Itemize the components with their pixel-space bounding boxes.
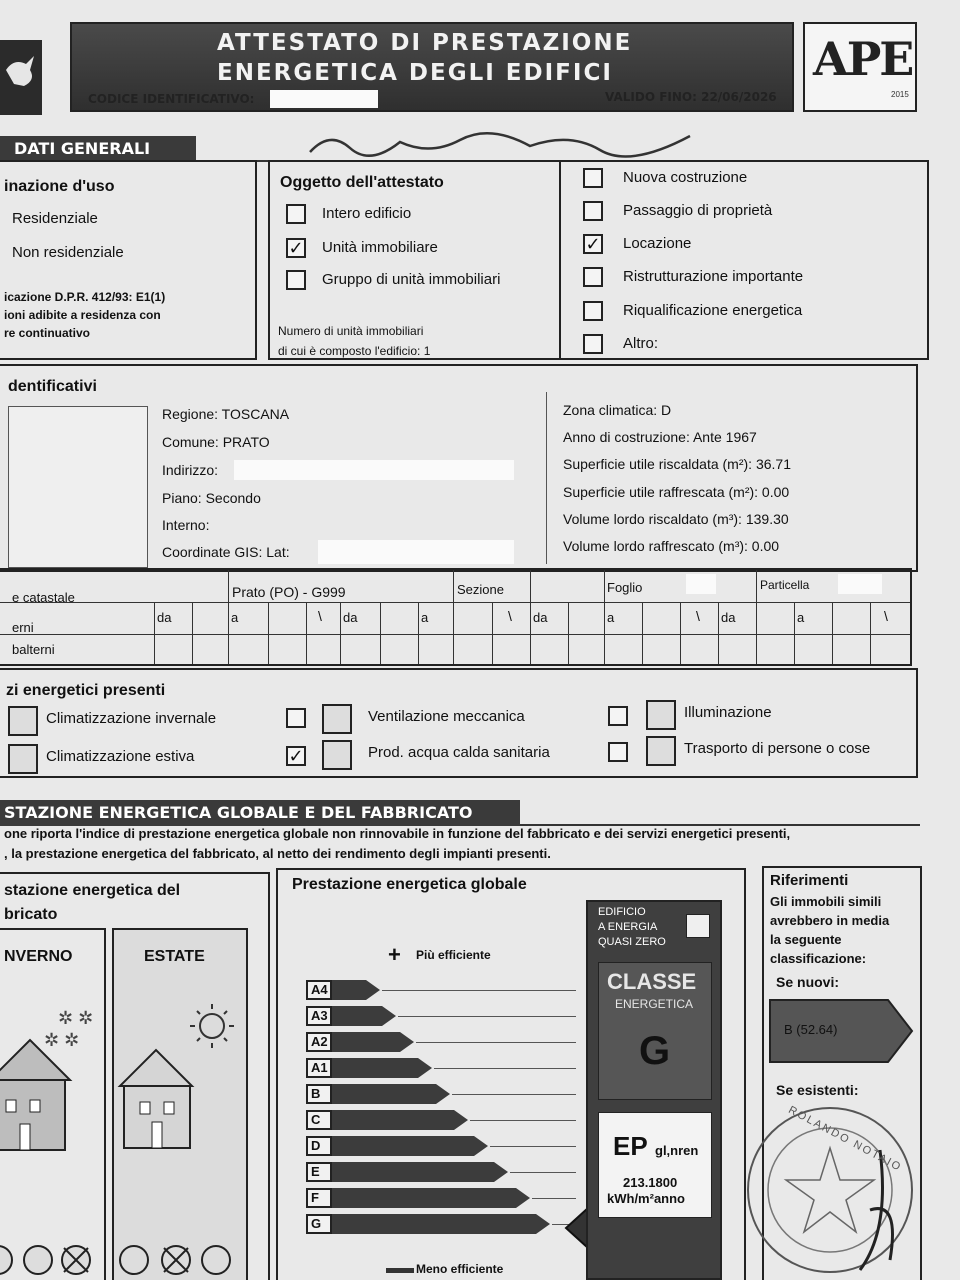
catasto-row2-cell [192, 602, 193, 634]
catasto-row2-cell [418, 602, 419, 634]
plus-sign: + [388, 942, 401, 967]
rif-line1: Gli immobili simili [770, 894, 882, 909]
foglio-redacted [686, 574, 716, 594]
motivazione-checkbox-5[interactable] [583, 334, 603, 354]
identificativi-box [0, 364, 918, 572]
class-band-B [306, 1084, 436, 1104]
rif-line2: avrebbero in media [770, 913, 890, 928]
handwriting [300, 122, 720, 162]
servizio-checkbox-1[interactable] [608, 706, 628, 726]
class-label-G: G [306, 1214, 332, 1234]
ep-box [598, 1112, 712, 1218]
oggetto-label-2: Gruppo di unità immobiliari [322, 271, 501, 288]
servizio-label-3: Climatizzazione estiva [46, 748, 195, 765]
se-esistenti-label: Se esistenti: [776, 1082, 859, 1098]
oggetto-label-0: Intero edificio [322, 205, 412, 222]
catasto-row3-cell [530, 634, 531, 664]
catasto-row2-cell [568, 602, 569, 634]
servizi-title: zi energetici presenti [6, 682, 166, 699]
catasto-a-label: a [607, 610, 615, 625]
house-winter-icon [0, 990, 106, 1170]
estate-label: ESTATE [144, 948, 205, 965]
catasto-row3-cell [380, 634, 381, 664]
estate-column [112, 928, 248, 1280]
ape-logo [803, 22, 917, 112]
lamp-icon [646, 700, 676, 730]
catasto-row3-cell [492, 634, 493, 664]
ep-unit: kWh/m²anno [607, 1191, 685, 1206]
fabbricato-title2: bricato [4, 906, 58, 923]
catasto-row2-cell [228, 602, 229, 634]
catasto-row2-cell [268, 602, 269, 634]
catasto-row3-cell [832, 634, 833, 664]
servizio-label-0: Climatizzazione invernale [46, 710, 217, 727]
oggetto-title: Oggetto dell'attestato [280, 174, 444, 191]
gear-icon [646, 736, 676, 766]
identificativi-divider [546, 392, 547, 564]
globale-title: Prestazione energetica globale [292, 876, 527, 893]
nzeb-line1: EDIFICIO [598, 906, 646, 918]
catasto-row2-cell [492, 602, 493, 634]
svg-text:✲ ✲: ✲ ✲ [58, 1008, 94, 1028]
volume-riscaldato: Volume lordo riscaldato (m³): 139.30 [563, 511, 789, 527]
motivazione-checkbox-1[interactable] [583, 201, 603, 221]
destinazione-title: inazione d'uso [4, 178, 115, 195]
class-guide-line [398, 1016, 576, 1017]
catasto-row3 [0, 634, 910, 664]
classe-panel [586, 900, 722, 1280]
ep-value: 213.1800 [623, 1175, 678, 1190]
catasto-row3-cell [756, 634, 757, 664]
piano: Piano: Secondo [162, 490, 261, 506]
catasto-slash: \ [884, 608, 888, 624]
catasto-row2-cell [642, 602, 643, 634]
motivazione-checkbox-3[interactable] [583, 267, 603, 287]
catasto-da-label: da [157, 610, 172, 625]
title-line1: ATTESTATO DI PRESTAZIONE [217, 30, 633, 56]
catasto-row2-cell [756, 602, 757, 634]
numero-line1: Numero di unità immobiliari [278, 324, 424, 338]
servizio-label-1: Ventilazione meccanica [368, 708, 525, 725]
sezione-label: Sezione [457, 582, 504, 597]
catasto-row3-cell [568, 634, 569, 664]
catasto-row3-cell [154, 634, 155, 664]
motivazione-label-0: Nuova costruzione [623, 169, 748, 186]
class-band-A2 [306, 1032, 400, 1052]
rif-line3: la seguente [770, 932, 842, 947]
catasto-row3-cell [192, 634, 193, 664]
catasto-row2-cell [340, 602, 341, 634]
energy-class-scale [306, 980, 576, 1250]
class-band-tip [418, 1058, 432, 1078]
catasto-row3-cell [870, 634, 871, 664]
class-band-A1 [306, 1058, 418, 1078]
catasto-row3-cell [306, 634, 307, 664]
meno-efficiente-label: Meno efficiente [416, 1262, 504, 1276]
catasto-row2-cell [680, 602, 681, 634]
comune-catastale: Prato (PO) - G999 [232, 584, 346, 600]
class-guide-line [532, 1198, 576, 1199]
class-band-tip [536, 1214, 550, 1234]
class-label-A4: A4 [306, 980, 332, 1000]
class-guide-line [490, 1146, 576, 1147]
catasto-row3-cell [680, 634, 681, 664]
codice-label: CODICE IDENTIFICATIVO: [88, 92, 255, 106]
servizio-checkbox-0[interactable] [286, 708, 306, 728]
class-label-A3: A3 [306, 1006, 332, 1026]
class-band-E [306, 1162, 494, 1182]
catasto-slash: \ [696, 608, 700, 624]
classe-inner [598, 962, 712, 1100]
classe-label: CLASSE [607, 969, 697, 994]
class-band-G [306, 1214, 536, 1234]
smiley-icons-estate [114, 1242, 250, 1278]
se-nuovi-label: Se nuovi: [776, 974, 840, 990]
ep-sub: gl,nren [655, 1143, 699, 1158]
class-label-A2: A2 [306, 1032, 332, 1052]
catasto-row3-label: balterni [12, 642, 55, 657]
class-guide-line [452, 1094, 576, 1095]
catasto-da-label: da [533, 610, 548, 625]
class-band-D [306, 1136, 474, 1156]
catasto-row3-cell [340, 634, 341, 664]
class-label-E: E [306, 1162, 332, 1182]
servizio-checkbox-3[interactable]: ✓ [286, 746, 306, 766]
foglio-label: Foglio [607, 580, 643, 595]
ep-main: EP [613, 1131, 648, 1161]
superficie-riscaldata: Superficie utile riscaldata (m²): 36.71 [563, 456, 791, 472]
ape-logo-year: 2015 [891, 90, 909, 99]
class-band-A4 [306, 980, 366, 1000]
energetica-label: ENERGETICA [615, 997, 694, 1011]
servizio-checkbox-4[interactable] [608, 742, 628, 762]
notary-stamp [730, 1090, 930, 1280]
photo-placeholder [8, 406, 148, 568]
destinazione-box [0, 160, 257, 360]
class-band-F [306, 1188, 516, 1208]
catasto-row2-cell [794, 602, 795, 634]
class-label-A1: A1 [306, 1058, 332, 1078]
stamp-text: ROLANDO NOTAIO [786, 1104, 904, 1175]
catasto-a-label: a [797, 610, 805, 625]
superficie-raffrescata: Superficie utile raffrescata (m²): 0.00 [563, 484, 790, 500]
indirizzo: Indirizzo: [162, 462, 219, 478]
class-band-tip [366, 980, 380, 1000]
zona-climatica: Zona climatica: D [563, 402, 672, 418]
minus-sign [386, 1268, 414, 1273]
nzeb-line2: A ENERGIA [598, 921, 658, 933]
dati-generali-header [0, 136, 196, 162]
class-guide-line [510, 1172, 576, 1173]
servizi-box [0, 668, 918, 778]
catasto-row2-cell [453, 602, 454, 634]
class-band-A3 [306, 1006, 382, 1026]
indirizzo-redacted [234, 460, 514, 480]
class-label-F: F [306, 1188, 332, 1208]
catasto-row3-cell [418, 634, 419, 664]
catasto-row2 [0, 602, 910, 635]
servizio-label-4: Prod. acqua calda sanitaria [368, 744, 550, 761]
air-conditioner-icon [8, 744, 38, 774]
classificazione-line1: icazione D.P.R. 412/93: E1(1) [4, 290, 166, 304]
oggetto-checkbox-2[interactable] [286, 270, 306, 290]
house-summer-icon [114, 990, 250, 1170]
piu-efficiente-label: Più efficiente [416, 948, 491, 962]
class-band-tip [494, 1162, 508, 1182]
prestazione-title: STAZIONE ENERGETICA GLOBALE E DEL FABBRICATO [4, 803, 473, 822]
motivazione-checkbox-4[interactable] [583, 301, 603, 321]
motivazione-checkbox-0[interactable] [583, 168, 603, 188]
classe-value: G [639, 1029, 671, 1073]
anno-costruzione: Anno di costruzione: Ante 1967 [563, 429, 757, 445]
volume-raffrescato: Volume lordo raffrescato (m³): 0.00 [563, 538, 780, 554]
motivazione-label-3: Ristrutturazione importante [623, 268, 804, 285]
class-guide-line [382, 990, 576, 991]
coordinate-redacted [318, 540, 514, 564]
catasto-row2-cell [380, 602, 381, 634]
coordinate-gis: Coordinate GIS: Lat: [162, 544, 290, 560]
smiley-icons-inverno [0, 1242, 106, 1278]
class-band-tip [436, 1084, 450, 1104]
catasto-a-label: a [421, 610, 429, 625]
catasto-row1-label: e catastale [12, 590, 75, 605]
class-band-tip [516, 1188, 530, 1208]
class-band-C [306, 1110, 454, 1130]
servizio-label-5: Trasporto di persone o cose [684, 740, 871, 757]
catasto-row3-cell [794, 634, 795, 664]
motivazione-label-1: Passaggio di proprietà [623, 202, 773, 219]
codice-redacted [270, 90, 378, 108]
fan-icon [322, 704, 352, 734]
prestazione-desc-line1: one riporta l'indice di prestazione energetica globale non rinnovabile in funzione del fabbricato e dei servizi energetici presenti, [4, 826, 791, 841]
nzeb-checkbox [686, 914, 710, 938]
prestazione-header [0, 800, 520, 826]
nuovi-value: B (52.64) [784, 1022, 838, 1037]
particella-label: Particella [760, 578, 810, 592]
catasto-row1 [0, 570, 910, 603]
pegasus-icon [0, 40, 42, 115]
oggetto-label-1: Unità immobiliare [322, 239, 438, 256]
inverno-column [0, 928, 106, 1280]
catasto-a-label: a [231, 610, 239, 625]
riferimenti-title: Riferimenti [770, 872, 849, 889]
oggetto-checkbox-0[interactable] [286, 204, 306, 224]
catasto-da-label: da [721, 610, 736, 625]
catasto-row3-cell [718, 634, 719, 664]
nzeb-line3: QUASI ZERO [598, 936, 666, 948]
catasto-row2-cell [530, 602, 531, 634]
motivazione-box [559, 160, 929, 360]
faucet-icon [322, 740, 352, 770]
class-guide-line [470, 1120, 576, 1121]
ape-logo-letters: APE [813, 32, 913, 86]
catasto-row2-cell [832, 602, 833, 634]
fabbricato-box [0, 872, 270, 1280]
fabbricato-title1: stazione energetica del [4, 882, 181, 899]
catasto-table [0, 568, 912, 666]
globale-box [276, 868, 746, 1280]
catasto-row2-cell [154, 602, 155, 634]
catasto-da-label: da [343, 610, 358, 625]
class-band-tip [474, 1136, 488, 1156]
catasto-row3-cell [228, 634, 229, 664]
interno: Interno: [162, 517, 210, 533]
catasto-row2-cell [604, 602, 605, 634]
class-band-tip [400, 1032, 414, 1052]
radiator-icon [8, 706, 38, 736]
catasto-row2-cell [306, 602, 307, 634]
class-guide-line [416, 1042, 576, 1043]
catasto-row2-cell [870, 602, 871, 634]
prestazione-desc-line2: , la prestazione energetica del fabbricato, al netto dei rendimento degli impianti presenti. [4, 846, 551, 861]
residenziale-label: Residenziale [12, 210, 98, 227]
oggetto-box [268, 160, 561, 360]
class-band-tip [454, 1110, 468, 1130]
particella-redacted [838, 574, 882, 594]
identificativi-title: dentificativi [8, 378, 97, 395]
comune: Comune: PRATO [162, 434, 270, 450]
catasto-row3-cell [453, 634, 454, 664]
class-label-B: B [306, 1084, 332, 1104]
catasto-row3-cell [604, 634, 605, 664]
classificazione-line3: re continuativo [4, 326, 91, 340]
rif-line4: classificazione: [770, 951, 867, 966]
header-banner [70, 22, 794, 112]
catasto-row2-label: erni [12, 620, 34, 635]
inverno-label: NVERNO [4, 948, 73, 965]
class-label-C: C [306, 1110, 332, 1130]
title-line2: ENERGETICA DEGLI EDIFICI [217, 60, 613, 86]
catasto-slash: \ [508, 608, 512, 624]
motivazione-label-2: Locazione [623, 235, 692, 252]
motivazione-label-5: Altro: [623, 335, 659, 352]
class-guide-line [434, 1068, 576, 1069]
catasto-row3-cell [268, 634, 269, 664]
valido-label: VALIDO FINO: 22/06/2026 [605, 90, 777, 104]
catasto-row2-cell [718, 602, 719, 634]
motivazione-checkbox-2[interactable]: ✓ [583, 234, 603, 254]
class-label-D: D [306, 1136, 332, 1156]
catasto-row3-cell [642, 634, 643, 664]
numero-line2: di cui è composto l'edificio: 1 [278, 344, 431, 358]
non-residenziale-label: Non residenziale [12, 244, 124, 261]
regione: Regione: TOSCANA [162, 406, 290, 422]
class-band-tip [382, 1006, 396, 1026]
dati-generali-title: DATI GENERALI [14, 139, 151, 158]
svg-text:✲ ✲: ✲ ✲ [44, 1030, 80, 1050]
catasto-slash: \ [318, 608, 322, 624]
motivazione-label-4: Riqualificazione energetica [623, 302, 803, 319]
servizio-label-2: Illuminazione [684, 704, 772, 721]
classificazione-line2: ioni adibite a residenza con [4, 308, 161, 322]
oggetto-checkbox-1[interactable]: ✓ [286, 238, 306, 258]
region-logo [0, 40, 42, 115]
